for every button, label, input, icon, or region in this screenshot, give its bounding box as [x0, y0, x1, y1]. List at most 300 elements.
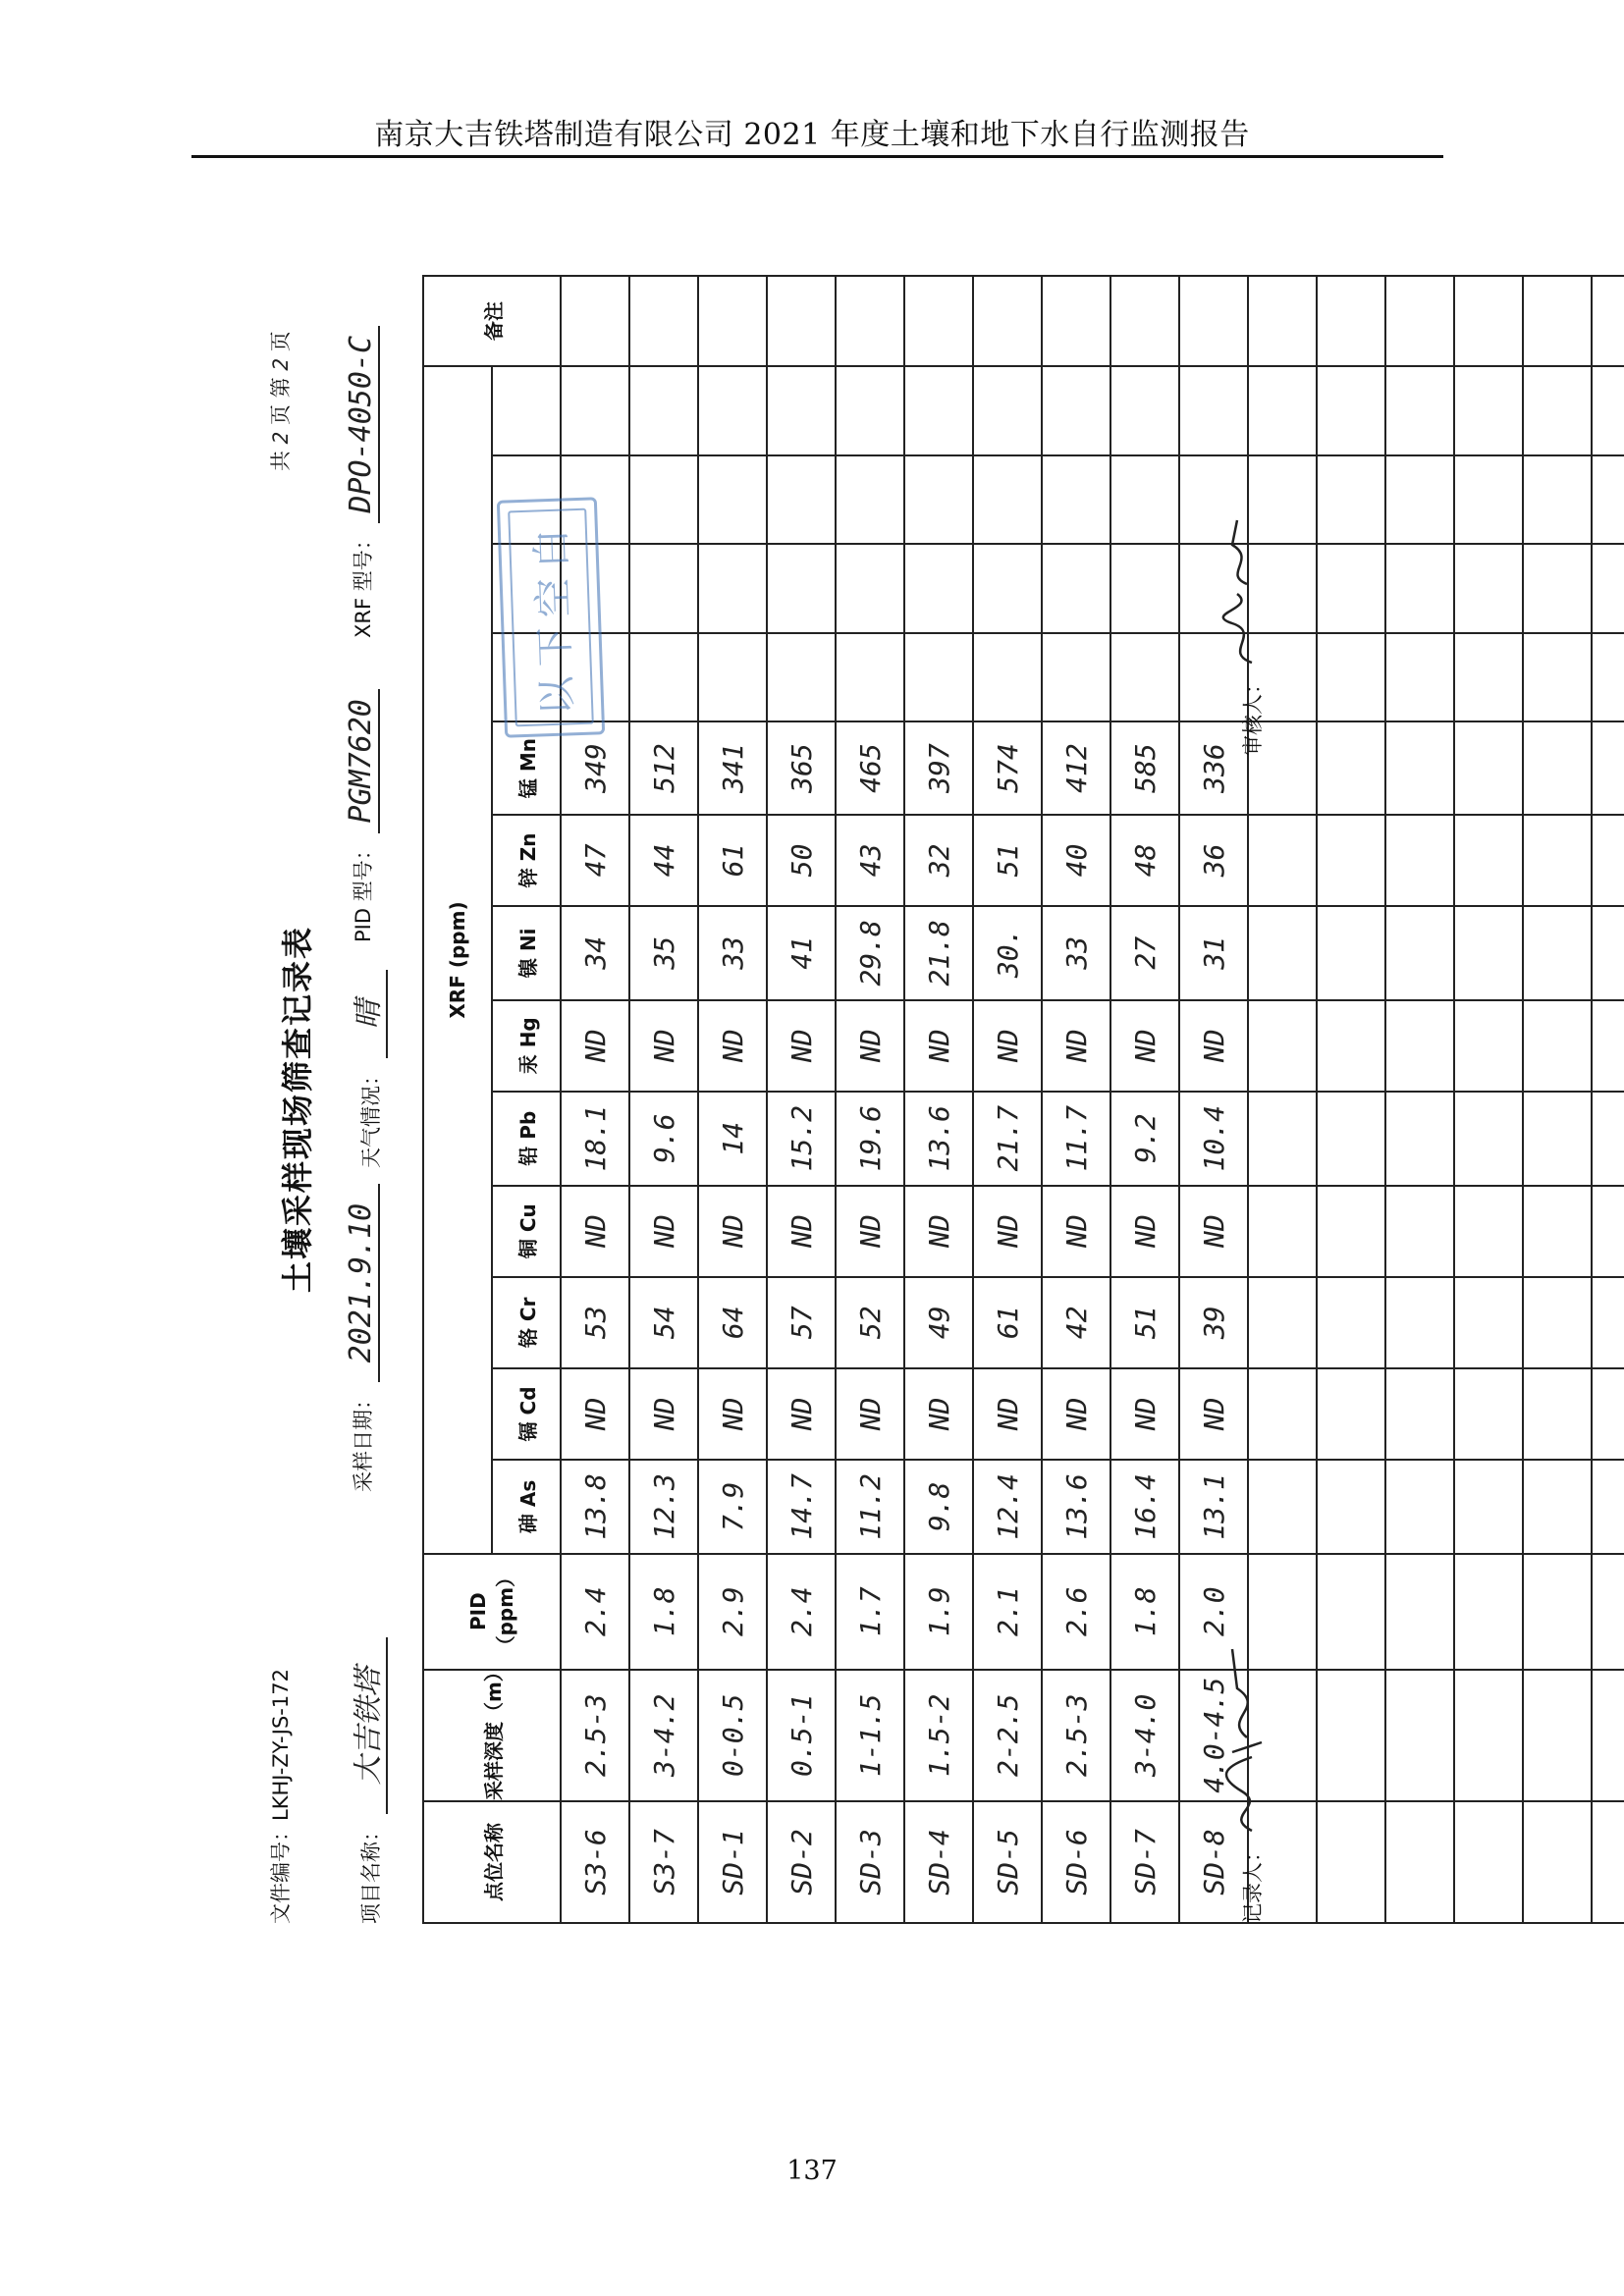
cell-empty — [1385, 1670, 1454, 1802]
file-number-label: 文件编号： — [269, 1821, 293, 1924]
cell-mn: 341 — [698, 721, 767, 814]
cell-pid: 2.0 — [1179, 1554, 1248, 1670]
cell-cd: ND — [561, 1368, 629, 1460]
cell-depth: 4.0-4.5 — [1179, 1670, 1248, 1802]
cell-empty — [1523, 1460, 1592, 1554]
cell-empty — [1523, 455, 1592, 545]
cell-hg: ND — [767, 1000, 836, 1092]
cell-empty — [1385, 544, 1454, 633]
cell-cd: ND — [698, 1368, 767, 1460]
page-count-label: 页 — [269, 331, 293, 352]
cell-empty — [1592, 1000, 1624, 1092]
cell-empty — [1317, 455, 1385, 545]
recorder-label: 记录人： — [1241, 1842, 1265, 1924]
cell-empty — [1454, 633, 1523, 722]
cell-mn: 512 — [629, 721, 698, 814]
cell-depth: 0-0.5 — [698, 1670, 767, 1802]
cell-empty — [1454, 1186, 1523, 1277]
xrf-model-label: XRF 型号： — [352, 529, 375, 638]
cell-zn: 50 — [767, 815, 836, 906]
cell-zn: 40 — [1042, 815, 1110, 906]
cell-pb: 11.7 — [1042, 1092, 1110, 1186]
cell-depth: 1.5-2 — [904, 1670, 973, 1802]
cell-cr: 52 — [836, 1277, 904, 1368]
cell-cu: ND — [1110, 1186, 1179, 1277]
cell-empty — [1592, 1801, 1624, 1923]
cell-as: 7.9 — [698, 1460, 767, 1554]
cell-pid: 1.7 — [836, 1554, 904, 1670]
cell-hg: ND — [698, 1000, 767, 1092]
cell-remark — [1042, 276, 1110, 366]
cell-blank — [629, 366, 698, 455]
cell-mn: 465 — [836, 721, 904, 814]
cell-point: S3-7 — [629, 1801, 698, 1923]
cell-empty — [1592, 366, 1624, 455]
cell-ni: 33 — [1042, 906, 1110, 1000]
cell-mn: 585 — [1110, 721, 1179, 814]
cell-empty — [1385, 1000, 1454, 1092]
cell-cd: ND — [767, 1368, 836, 1460]
cell-hg: ND — [1179, 1000, 1248, 1092]
header-pid: PID（ppm） — [423, 1554, 561, 1670]
page-count-label: 共 — [269, 451, 293, 471]
xrf-model — [344, 326, 378, 638]
cell-empty — [1523, 276, 1592, 366]
cell-empty — [1523, 633, 1592, 722]
project-value: 大吉铁塔 — [352, 1637, 388, 1814]
cell-empty — [1248, 1460, 1317, 1554]
cell-cd: ND — [1110, 1368, 1179, 1460]
cell-pid: 2.6 — [1042, 1554, 1110, 1670]
cell-point: SD-8 — [1179, 1801, 1248, 1923]
cell-empty — [1592, 544, 1624, 633]
cell-depth: 2.5-3 — [1042, 1670, 1110, 1802]
cell-mn: 397 — [904, 721, 973, 814]
cell-empty — [1523, 544, 1592, 633]
date-value: 2021.9.10 — [344, 1184, 380, 1383]
pid-model — [344, 689, 378, 942]
cell-empty — [1454, 1092, 1523, 1186]
cell-empty — [1317, 1186, 1385, 1277]
cell-empty — [1523, 1092, 1592, 1186]
cell-empty — [1248, 1092, 1317, 1186]
cell-empty — [1385, 1186, 1454, 1277]
cell-hg: ND — [629, 1000, 698, 1092]
cell-empty — [1454, 721, 1523, 814]
cell-cu: ND — [698, 1186, 767, 1277]
cell-mn: 365 — [767, 721, 836, 814]
cell-cr: 57 — [767, 1277, 836, 1368]
weather-value: 晴 — [352, 970, 388, 1058]
cell-empty — [1248, 906, 1317, 1000]
cell-as: 13.1 — [1179, 1460, 1248, 1554]
cell-blank — [1110, 633, 1179, 722]
cell-mn: 412 — [1042, 721, 1110, 814]
xrf-model-value: DPO-4050-C — [344, 326, 380, 523]
cell-remark — [561, 276, 629, 366]
reviewer — [1237, 673, 1267, 756]
cell-depth: 2.5-3 — [561, 1670, 629, 1802]
project-name — [344, 1637, 387, 1924]
cell-cu: ND — [836, 1186, 904, 1277]
cell-empty — [1317, 815, 1385, 906]
cell-point: SD-2 — [767, 1801, 836, 1923]
cell-empty — [1385, 455, 1454, 545]
cell-empty — [1454, 1460, 1523, 1554]
weather-label: 天气情况： — [359, 1065, 383, 1168]
cell-remark — [904, 276, 973, 366]
cell-cu: ND — [1179, 1186, 1248, 1277]
cell-empty — [1385, 633, 1454, 722]
cell-remark — [973, 276, 1042, 366]
cell-pid: 2.4 — [767, 1554, 836, 1670]
cell-empty — [1592, 906, 1624, 1000]
cell-empty — [1592, 633, 1624, 722]
table-body — [561, 276, 1624, 1923]
cell-blank — [767, 633, 836, 722]
cell-empty — [1248, 276, 1317, 366]
cell-point: SD-1 — [698, 1801, 767, 1923]
cell-zn: 51 — [973, 815, 1042, 906]
cell-pid: 1.8 — [629, 1554, 698, 1670]
cell-empty — [1385, 1368, 1454, 1460]
cell-as: 9.8 — [904, 1460, 973, 1554]
blank-below-stamp: 以下空白 — [497, 497, 605, 737]
cell-empty — [1385, 1092, 1454, 1186]
table-row — [629, 276, 698, 1923]
empty-row — [1317, 276, 1385, 1923]
pid-model-label: PID 型号： — [352, 839, 375, 942]
cell-empty — [1317, 1277, 1385, 1368]
cell-mn: 349 — [561, 721, 629, 814]
cell-blank — [973, 455, 1042, 545]
cell-empty — [1317, 1368, 1385, 1460]
cell-blank — [1042, 366, 1110, 455]
cell-empty — [1317, 1092, 1385, 1186]
cell-empty — [1317, 906, 1385, 1000]
cell-empty — [1385, 815, 1454, 906]
header-hg: 汞 Hg — [492, 1000, 561, 1092]
header-as: 砷 As — [492, 1460, 561, 1554]
cell-remark — [1179, 276, 1248, 366]
cell-blank — [629, 633, 698, 722]
cell-as: 14.7 — [767, 1460, 836, 1554]
cell-ni: 31 — [1179, 906, 1248, 1000]
cell-hg: ND — [1110, 1000, 1179, 1092]
cell-cd: ND — [629, 1368, 698, 1460]
cell-empty — [1592, 276, 1624, 366]
cell-pb: 15.2 — [767, 1092, 836, 1186]
cell-blank — [767, 455, 836, 545]
cell-cu: ND — [1042, 1186, 1110, 1277]
cell-ni: 41 — [767, 906, 836, 1000]
cell-blank — [767, 544, 836, 633]
header-cr: 铬 Cr — [492, 1277, 561, 1368]
cell-blank — [1179, 366, 1248, 455]
cell-remark — [767, 276, 836, 366]
cell-point: SD-6 — [1042, 1801, 1110, 1923]
cell-mn: 574 — [973, 721, 1042, 814]
cell-empty — [1385, 906, 1454, 1000]
cell-ni: 35 — [629, 906, 698, 1000]
header-cu: 铜 Cu — [492, 1186, 561, 1277]
cell-empty — [1248, 815, 1317, 906]
cell-pid: 1.9 — [904, 1554, 973, 1670]
cell-blank — [836, 366, 904, 455]
table-row — [973, 276, 1042, 1923]
cell-ni: 21.8 — [904, 906, 973, 1000]
cell-empty — [1454, 1670, 1523, 1802]
cell-empty — [1523, 366, 1592, 455]
cell-blank — [904, 455, 973, 545]
cell-empty — [1248, 1368, 1317, 1460]
empty-row — [1385, 276, 1454, 1923]
cell-blank — [836, 455, 904, 545]
page-count-label: 页 第 — [269, 377, 293, 425]
cell-pb: 13.6 — [904, 1092, 973, 1186]
cell-cd: ND — [836, 1368, 904, 1460]
cell-empty — [1385, 1460, 1454, 1554]
cell-blank — [698, 633, 767, 722]
cell-empty — [1523, 1186, 1592, 1277]
header-mn: 锰 Mn — [492, 721, 561, 814]
cell-as: 16.4 — [1110, 1460, 1179, 1554]
cell-remark — [629, 276, 698, 366]
cell-blank — [629, 544, 698, 633]
header-ni: 镍 Ni — [492, 906, 561, 1000]
cell-hg: ND — [561, 1000, 629, 1092]
header-remark: 备注 — [423, 276, 561, 366]
cell-blank — [836, 633, 904, 722]
cell-empty — [1317, 1801, 1385, 1923]
cell-empty — [1592, 1186, 1624, 1277]
reviewer-label: 审核人： — [1241, 673, 1265, 756]
cell-blank — [1042, 633, 1110, 722]
header-cd: 镉 Cd — [492, 1368, 561, 1460]
cell-empty — [1454, 906, 1523, 1000]
cell-empty — [1385, 1554, 1454, 1670]
cell-empty — [1592, 1368, 1624, 1460]
cell-pid: 1.8 — [1110, 1554, 1179, 1670]
cell-empty — [1248, 1277, 1317, 1368]
cell-empty — [1317, 276, 1385, 366]
cell-empty — [1454, 1000, 1523, 1092]
cell-cr: 39 — [1179, 1277, 1248, 1368]
cell-pid: 2.4 — [561, 1554, 629, 1670]
cell-empty — [1454, 1801, 1523, 1923]
project-label: 项目名称： — [359, 1821, 383, 1924]
cell-blank — [561, 366, 629, 455]
cell-cr: 54 — [629, 1277, 698, 1368]
cell-empty — [1523, 1670, 1592, 1802]
cell-remark — [1110, 276, 1179, 366]
cell-zn: 36 — [1179, 815, 1248, 906]
cell-cu: ND — [904, 1186, 973, 1277]
screening-table — [422, 275, 1624, 1924]
cell-empty — [1523, 906, 1592, 1000]
cell-empty — [1317, 721, 1385, 814]
cell-point: SD-4 — [904, 1801, 973, 1923]
cell-hg: ND — [904, 1000, 973, 1092]
cell-blank — [1110, 366, 1179, 455]
cell-empty — [1523, 1801, 1592, 1923]
cell-pb: 19.6 — [836, 1092, 904, 1186]
table-row — [836, 276, 904, 1923]
cell-depth: 0.5-1 — [767, 1670, 836, 1802]
cell-cu: ND — [629, 1186, 698, 1277]
cell-cd: ND — [1042, 1368, 1110, 1460]
header-point: 点位名称 — [423, 1801, 561, 1923]
cell-ni: 30. — [973, 906, 1042, 1000]
cell-cd: ND — [973, 1368, 1042, 1460]
cell-empty — [1523, 1000, 1592, 1092]
cell-pb: 9.6 — [629, 1092, 698, 1186]
page-header: 南京大吉铁塔制造有限公司 2021 年度土壤和地下水自行监测报告 — [374, 118, 1250, 152]
header-rule — [191, 155, 1443, 158]
cell-empty — [1592, 1092, 1624, 1186]
cell-remark — [698, 276, 767, 366]
cell-empty — [1248, 1000, 1317, 1092]
header-depth: 采样深度（m） — [423, 1670, 561, 1802]
cell-empty — [1592, 815, 1624, 906]
header-pb: 铅 Pb — [492, 1092, 561, 1186]
cell-cu: ND — [767, 1186, 836, 1277]
header-zn: 锌 Zn — [492, 815, 561, 906]
cell-blank — [1110, 544, 1179, 633]
cell-empty — [1385, 721, 1454, 814]
cell-blank — [698, 366, 767, 455]
cell-empty — [1317, 1460, 1385, 1554]
cell-empty — [1592, 455, 1624, 545]
cell-empty — [1317, 1670, 1385, 1802]
cell-blank — [904, 366, 973, 455]
cell-blank — [698, 544, 767, 633]
table-row — [698, 276, 767, 1923]
cell-as: 13.8 — [561, 1460, 629, 1554]
cell-empty — [1385, 1277, 1454, 1368]
cell-empty — [1592, 1670, 1624, 1802]
form-title: 土壤采样现场筛查记录表 — [279, 926, 316, 1294]
cell-empty — [1592, 721, 1624, 814]
cell-remark — [836, 276, 904, 366]
cell-empty — [1523, 815, 1592, 906]
cell-blank — [904, 633, 973, 722]
cell-zn: 44 — [629, 815, 698, 906]
cell-empty — [1523, 721, 1592, 814]
recorder-signature-icon — [1213, 1639, 1272, 1836]
cell-empty — [1248, 1186, 1317, 1277]
cell-cr: 49 — [904, 1277, 973, 1368]
cell-zn: 32 — [904, 815, 973, 906]
cell-empty — [1454, 1554, 1523, 1670]
cell-blank — [1042, 455, 1110, 545]
cell-mn: 336 — [1179, 721, 1248, 814]
page-number: 137 — [786, 2156, 838, 2186]
cell-hg: ND — [1042, 1000, 1110, 1092]
cell-as: 11.2 — [836, 1460, 904, 1554]
cell-pb: 10.4 — [1179, 1092, 1248, 1186]
header-blank — [492, 366, 561, 455]
file-number-value: LKHJ-ZY-JS-172 — [269, 1669, 293, 1821]
cell-empty — [1385, 366, 1454, 455]
cell-cu: ND — [561, 1186, 629, 1277]
cell-pb: 18.1 — [561, 1092, 629, 1186]
date-label: 采样日期： — [352, 1389, 375, 1492]
cell-blank — [836, 544, 904, 633]
cell-point: S3-6 — [561, 1801, 629, 1923]
cell-ni: 33 — [698, 906, 767, 1000]
cell-empty — [1592, 1460, 1624, 1554]
cell-blank — [1042, 544, 1110, 633]
empty-row — [1592, 276, 1624, 1923]
cell-ni: 27 — [1110, 906, 1179, 1000]
cell-hg: ND — [836, 1000, 904, 1092]
header-xrf: XRF (ppm) — [423, 366, 492, 1554]
cell-empty — [1454, 455, 1523, 545]
cell-empty — [1248, 366, 1317, 455]
sampling-date — [344, 1184, 378, 1492]
cell-pb: 14 — [698, 1092, 767, 1186]
cell-blank — [629, 455, 698, 545]
cell-blank — [1110, 455, 1179, 545]
cell-blank — [973, 544, 1042, 633]
cell-blank — [973, 633, 1042, 722]
cell-empty — [1454, 1368, 1523, 1460]
cell-empty — [1592, 1277, 1624, 1368]
cell-pb: 21.7 — [973, 1092, 1042, 1186]
rotated-record-form — [226, 275, 1306, 1944]
table-row — [904, 276, 973, 1923]
cell-cr: 51 — [1110, 1277, 1179, 1368]
cell-empty — [1454, 1277, 1523, 1368]
cell-zn: 47 — [561, 815, 629, 906]
cell-empty — [1385, 1801, 1454, 1923]
cell-empty — [1317, 1554, 1385, 1670]
cell-cr: 64 — [698, 1277, 767, 1368]
cell-empty — [1317, 1000, 1385, 1092]
cell-blank — [904, 544, 973, 633]
cell-depth: 2-2.5 — [973, 1670, 1042, 1802]
cell-empty — [1523, 1554, 1592, 1670]
table-row — [1110, 276, 1179, 1923]
cell-as: 12.4 — [973, 1460, 1042, 1554]
page-count-total: 2 — [269, 431, 293, 445]
cell-cr: 42 — [1042, 1277, 1110, 1368]
cell-pid: 2.1 — [973, 1554, 1042, 1670]
cell-empty — [1385, 276, 1454, 366]
cell-zn: 48 — [1110, 815, 1179, 906]
cell-empty — [1454, 276, 1523, 366]
cell-point: SD-7 — [1110, 1801, 1179, 1923]
empty-row — [1523, 276, 1592, 1923]
cell-hg: ND — [973, 1000, 1042, 1092]
reviewer-signature-icon — [1208, 510, 1267, 667]
cell-as: 13.6 — [1042, 1460, 1110, 1554]
weather — [344, 970, 387, 1168]
cell-empty — [1317, 366, 1385, 455]
page-count-current: 2 — [269, 357, 293, 371]
cell-ni: 29.8 — [836, 906, 904, 1000]
cell-depth: 3-4.0 — [1110, 1670, 1179, 1802]
cell-empty — [1454, 544, 1523, 633]
cell-zn: 43 — [836, 815, 904, 906]
cell-point: SD-5 — [973, 1801, 1042, 1923]
table-row — [1042, 276, 1110, 1923]
cell-blank — [767, 366, 836, 455]
cell-point: SD-3 — [836, 1801, 904, 1923]
recorder — [1237, 1842, 1267, 1924]
empty-row — [1454, 276, 1523, 1923]
